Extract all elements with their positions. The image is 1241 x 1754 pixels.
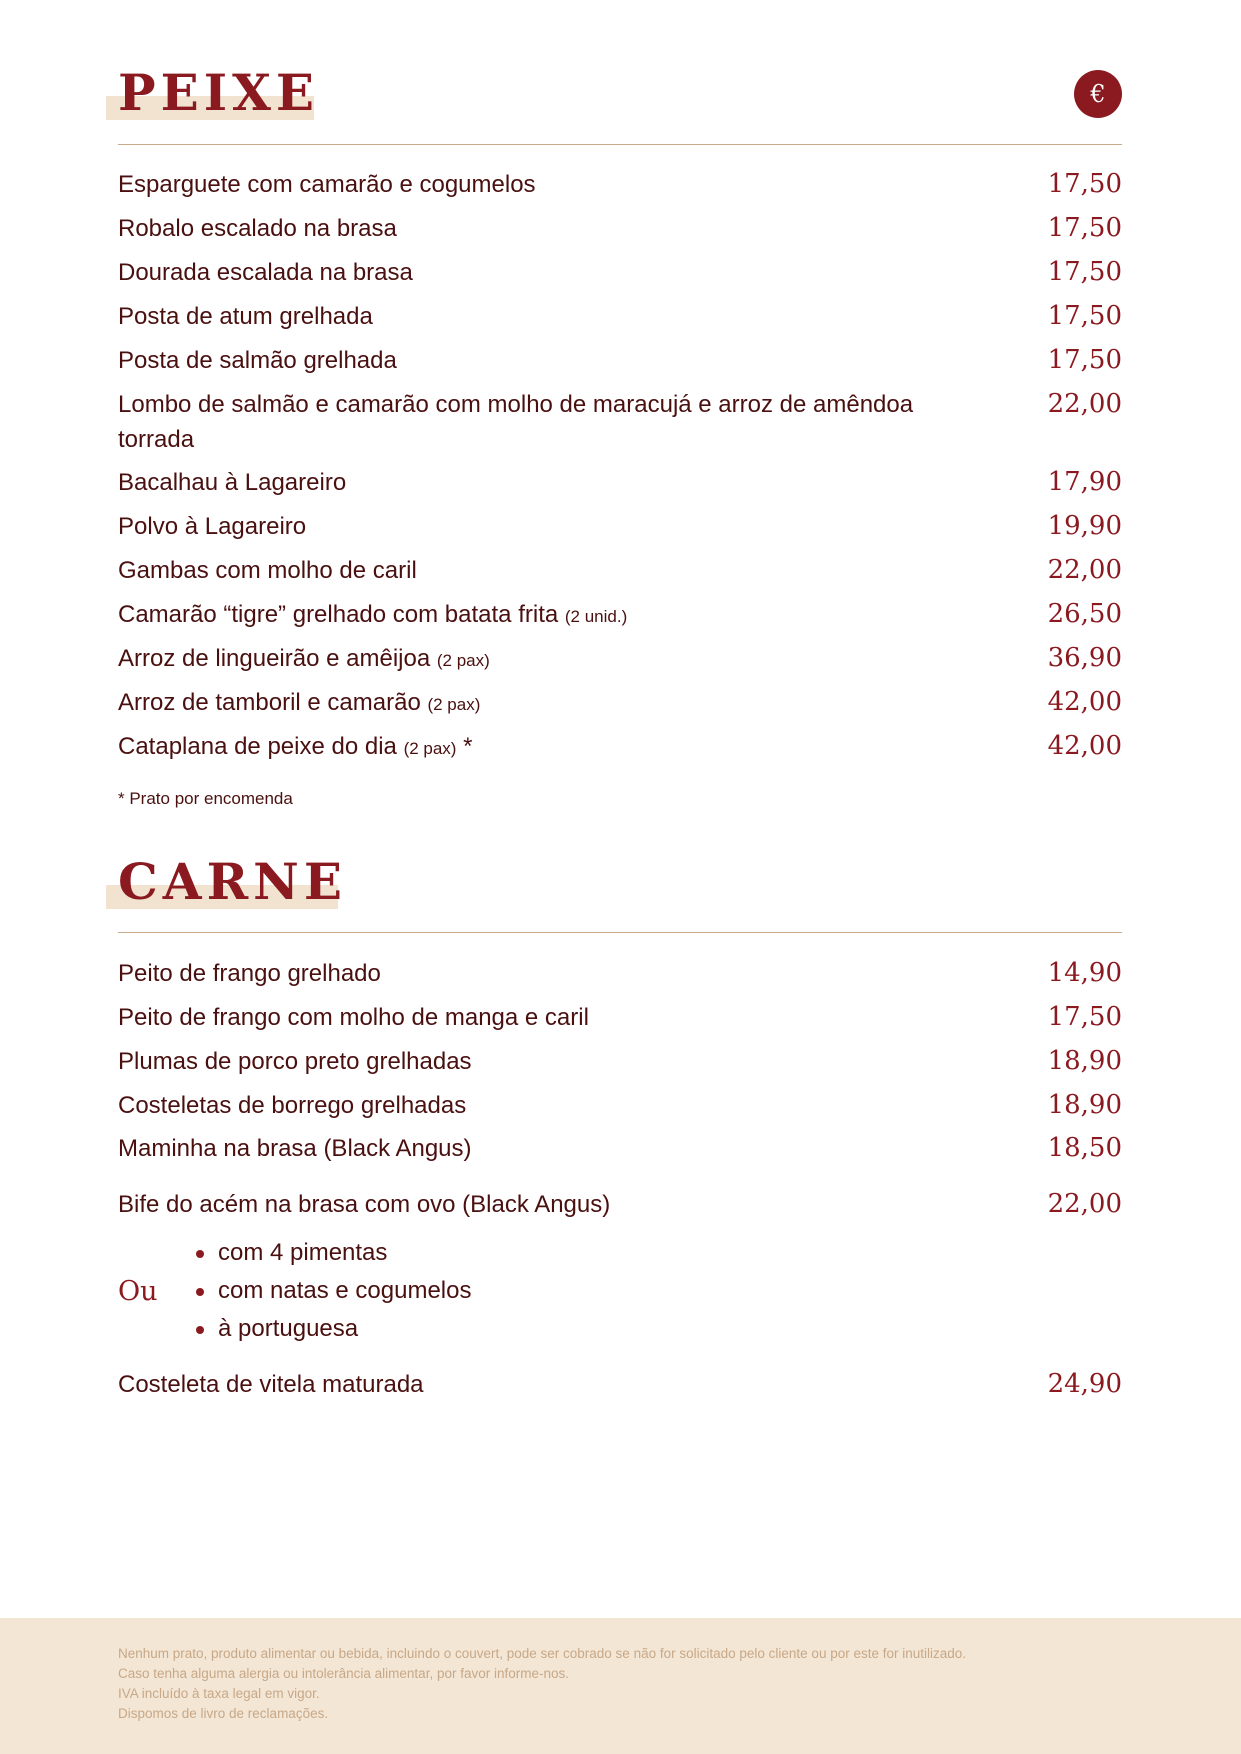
item-price: 14,90 bbox=[1047, 958, 1122, 988]
item-name: Plumas de porco preto grelhadas bbox=[118, 1048, 472, 1075]
item-price: 19,90 bbox=[1047, 511, 1122, 541]
footer-line: Dispomos de livro de reclamações. bbox=[118, 1706, 329, 1721]
item-price: 17,50 bbox=[1047, 169, 1122, 199]
option-item: à portuguesa bbox=[190, 1310, 471, 1348]
menu-item bbox=[118, 465, 1122, 500]
sauce-options bbox=[190, 1234, 471, 1348]
footer-line: IVA incluído à taxa legal em vigor. bbox=[118, 1686, 320, 1701]
item-price: 17,50 bbox=[1047, 1002, 1122, 1032]
item-name: Arroz de lingueirão e amêijoa (2 pax) bbox=[118, 645, 490, 672]
footer-line: Nenhum prato, produto alimentar ou bebida, incluindo o couvert, pode ser cobrado se não for solicitado pelo cliente ou por este for inutilizado. bbox=[118, 1646, 967, 1661]
menu-item bbox=[118, 553, 1122, 588]
carne-divider bbox=[118, 932, 1122, 933]
option-item: com natas e cogumelos bbox=[190, 1272, 471, 1310]
menu-item bbox=[118, 1000, 1122, 1035]
item-price: 22,00 bbox=[1047, 389, 1122, 419]
item-name: Cataplana de peixe do dia (2 pax) * bbox=[118, 733, 473, 760]
item-price: 17,50 bbox=[1047, 257, 1122, 287]
menu-item bbox=[118, 255, 1122, 290]
item-name: Maminha na brasa (Black Angus) bbox=[118, 1135, 472, 1162]
menu-item bbox=[118, 167, 1122, 202]
item-note: (2 pax) bbox=[436, 651, 490, 670]
order-asterisk: * bbox=[463, 733, 473, 760]
item-price: 17,90 bbox=[1047, 467, 1122, 497]
menu-item bbox=[118, 1131, 1122, 1166]
menu-item bbox=[118, 211, 1122, 246]
item-name: Gambas com molho de caril bbox=[118, 557, 417, 584]
item-name: Lombo de salmão e camarão com molho de maracujá e arroz de amêndoa torrada bbox=[118, 391, 914, 453]
item-price: 36,90 bbox=[1047, 643, 1122, 673]
menu-item bbox=[118, 343, 1122, 378]
item-name: Bife do acém na brasa com ovo (Black Angus) bbox=[118, 1191, 611, 1218]
peixe-footnote: * Prato por encomenda bbox=[118, 789, 293, 808]
item-name: Camarão “tigre” grelhado com batata frita (2 unid.) bbox=[118, 601, 628, 628]
item-price: 18,50 bbox=[1047, 1133, 1122, 1163]
item-name: Esparguete com camarão e cogumelos bbox=[118, 171, 536, 198]
item-price: 42,00 bbox=[1047, 687, 1122, 717]
item-price: 26,50 bbox=[1047, 599, 1122, 629]
item-name: Robalo escalado na brasa bbox=[118, 215, 397, 242]
menu-item bbox=[118, 1367, 1122, 1402]
menu-item bbox=[118, 387, 1122, 457]
item-name: Peito de frango com molho de manga e caril bbox=[118, 1004, 589, 1031]
item-price: 17,50 bbox=[1047, 345, 1122, 375]
item-name: Dourada escalada na brasa bbox=[118, 259, 413, 286]
legal-footer bbox=[0, 1618, 1241, 1754]
or-label: Ou bbox=[118, 1276, 158, 1307]
carne-title: CARNE bbox=[118, 852, 347, 911]
item-note: (2 unid.) bbox=[564, 607, 628, 626]
item-price: 24,90 bbox=[1047, 1369, 1122, 1399]
item-name: Posta de atum grelhada bbox=[118, 303, 373, 330]
menu-item bbox=[118, 956, 1122, 991]
item-price: 22,00 bbox=[1047, 1189, 1122, 1219]
menu-item bbox=[118, 641, 1122, 678]
item-price: 18,90 bbox=[1047, 1090, 1122, 1120]
item-name: Bacalhau à Lagareiro bbox=[118, 469, 347, 496]
euro-badge: € bbox=[1074, 70, 1122, 118]
item-name: Costeleta de vitela maturada bbox=[118, 1371, 424, 1398]
item-note: (2 pax) bbox=[427, 695, 481, 714]
item-name: Arroz de tamboril e camarão (2 pax) bbox=[118, 689, 481, 716]
menu-item bbox=[118, 729, 1122, 766]
item-price: 22,00 bbox=[1047, 555, 1122, 585]
item-price: 18,90 bbox=[1047, 1046, 1122, 1076]
footer-text bbox=[118, 1644, 966, 1724]
option-item: com 4 pimentas bbox=[190, 1234, 471, 1272]
item-price: 17,50 bbox=[1047, 213, 1122, 243]
item-price: 42,00 bbox=[1047, 731, 1122, 761]
peixe-title: PEIXE bbox=[118, 63, 320, 122]
item-name: Posta de salmão grelhada bbox=[118, 347, 397, 374]
item-name: Peito de frango grelhado bbox=[118, 960, 381, 987]
menu-item bbox=[118, 299, 1122, 334]
peixe-divider bbox=[118, 144, 1122, 145]
item-name: Polvo à Lagareiro bbox=[118, 513, 307, 540]
item-price: 17,50 bbox=[1047, 301, 1122, 331]
menu-item bbox=[118, 685, 1122, 722]
menu-item bbox=[118, 1044, 1122, 1079]
menu-item bbox=[118, 1187, 1122, 1222]
footer-line: Caso tenha alguma alergia ou intolerância alimentar, por favor informe-nos. bbox=[118, 1666, 569, 1681]
menu-item bbox=[118, 597, 1122, 634]
item-note: (2 pax) bbox=[403, 739, 457, 758]
menu-item bbox=[118, 509, 1122, 544]
menu-item bbox=[118, 1088, 1122, 1123]
item-name: Costeletas de borrego grelhadas bbox=[118, 1092, 467, 1119]
